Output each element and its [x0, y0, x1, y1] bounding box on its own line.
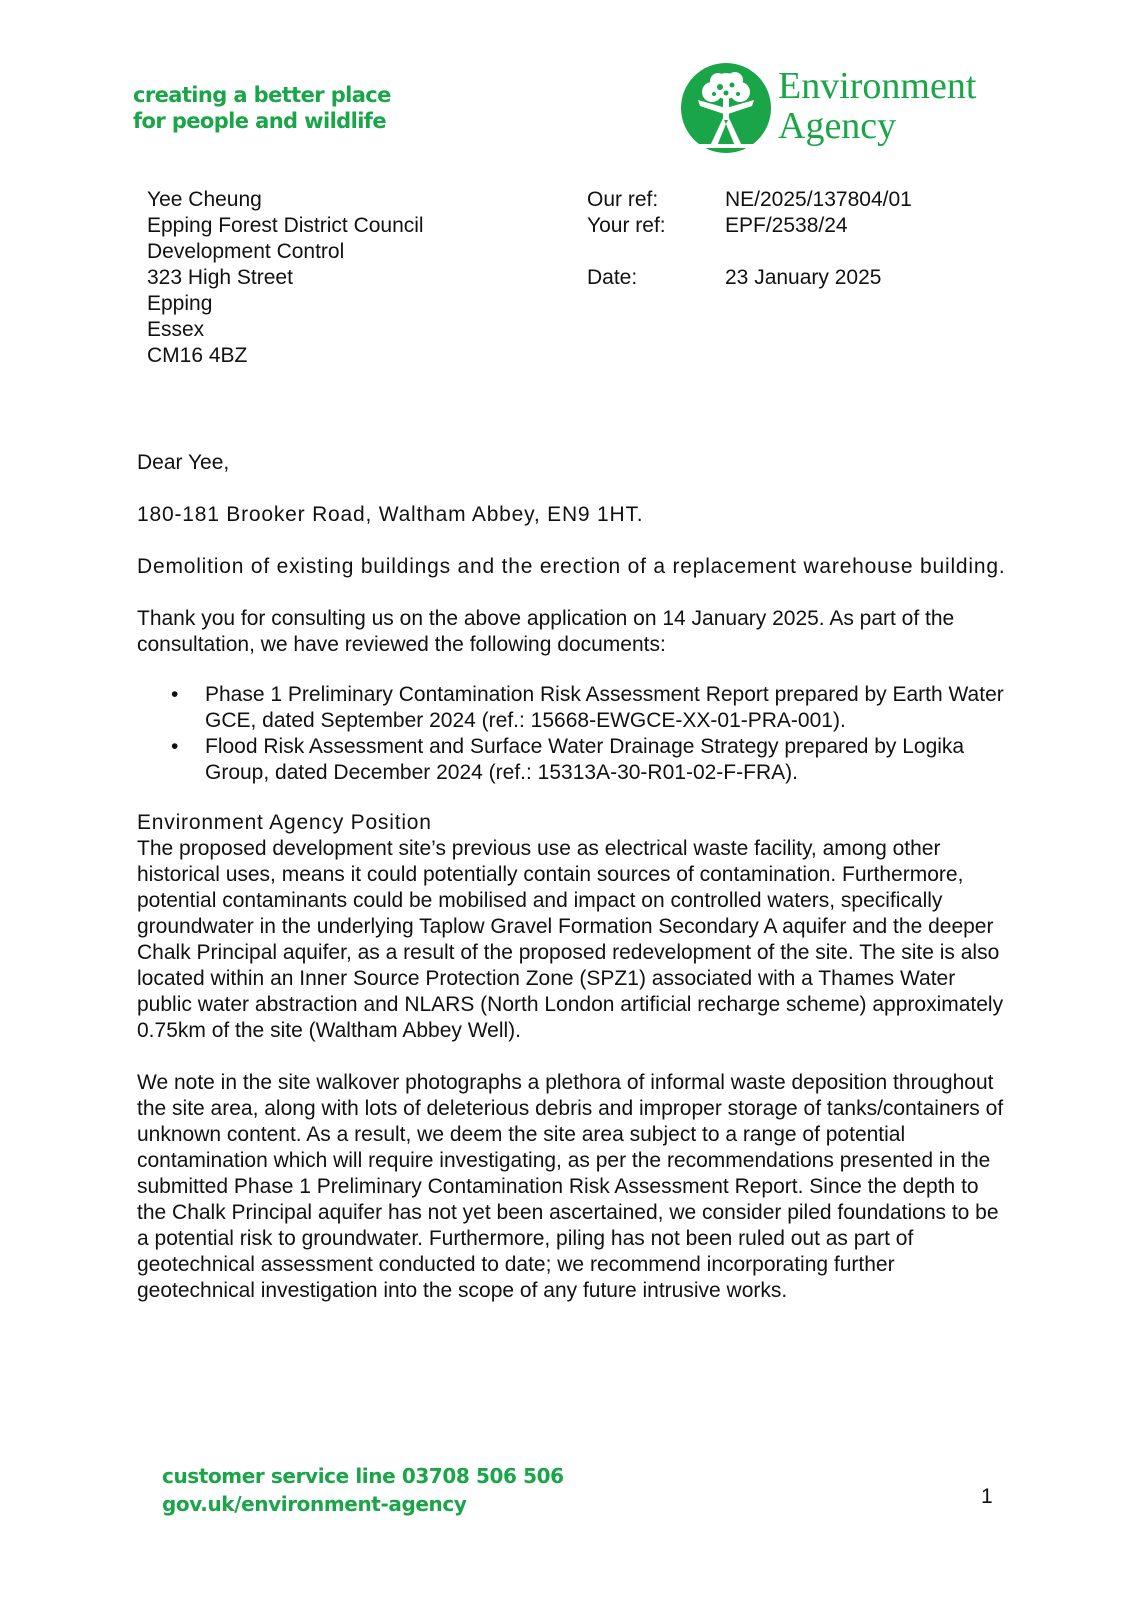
- reference-block: [587, 187, 912, 291]
- your-ref-row: [587, 213, 912, 239]
- logo-wordmark: [778, 66, 976, 146]
- reviewed-documents-list: [137, 682, 1007, 786]
- date-row: [587, 265, 912, 291]
- list-item: • Flood Risk Assessment and Surface Water Drainage Strategy prepared by Logika Group, dated December 2024 (ref.: 15313A-30-R01-02-F-FRA).: [205, 734, 1007, 786]
- logo-word-2: Agency: [778, 105, 897, 147]
- tagline-line-2: for people and wildlife: [133, 109, 386, 133]
- your-ref-label: Your ref:: [587, 214, 666, 237]
- intro-paragraph: Thank you for consulting us on the above application on 14 January 2025. As part of the consultation, we have reviewed the following documents:: [137, 607, 955, 656]
- recipient-name: Yee Cheung: [147, 188, 262, 211]
- tree-figure-logo-icon: [680, 60, 772, 156]
- site-address: 180-181 Brooker Road, Waltham Abbey, EN9 1HT.: [137, 503, 644, 526]
- proposal-description: Demolition of existing buildings and the erection of a replacement warehouse building.: [137, 555, 1006, 578]
- our-ref-label: Our ref:: [587, 188, 659, 211]
- our-ref-row: [587, 187, 912, 213]
- recipient-street: 323 High Street: [147, 266, 293, 289]
- salutation: Dear Yee,: [137, 451, 230, 474]
- position-heading: Environment Agency Position: [137, 811, 432, 834]
- our-ref-value: NE/2025/137804/01: [725, 188, 912, 211]
- recipient-town: Epping: [147, 292, 213, 315]
- environment-agency-logo: [680, 58, 1020, 158]
- tagline-line-1: creating a better place: [133, 83, 391, 107]
- customer-service-line: customer service line 03708 506 506: [162, 1464, 564, 1488]
- list-item: • Phase 1 Preliminary Contamination Risk Assessment Report prepared by Earth Water GCE, dated September 2024 (ref.: 15668-EWGCE-XX-01-PRA-001).: [205, 682, 1007, 734]
- date-label: Date:: [587, 266, 638, 289]
- footer-contact: [162, 1462, 564, 1518]
- recipient-address: [147, 187, 424, 369]
- position-paragraph-2: We note in the site walkover photographs a plethora of informal waste deposition throughout the site area, along with lots of deleterious debris and improper storage of tanks/containers of unknown content. As a result, we deem the site area subject to a range of potential contamination which will require investigating, as per the recommendations presented in the submitted Phase 1 Preliminary Contamination Risk Assessment Report. Since the depth to the Chalk Principal aquifer has not yet been ascertained, we consider piled foundations to be a potential risk to groundwater. Furthermore, piling has not been ruled out as part of geotechnical assessment conducted to date; we recommend incorporating further geotechnical investigation into the scope of any future intrusive works.: [137, 1071, 1004, 1302]
- page-number: 1: [981, 1485, 993, 1508]
- recipient-organisation: Epping Forest District Council: [147, 214, 424, 237]
- logo-word-1: Environment: [778, 65, 977, 107]
- position-paragraph-1: The proposed development site’s previous use as electrical waste facility, among other historical uses, means it could potentially contain sources of contamination. Furthermore, potential contaminants could be mobilised and impact on controlled waters, specifically groundwater in the underlying Taplow Gravel Formation Secondary A aquifer and the deeper Chalk Principal aquifer, as a result of the proposed redevelopment of the site. The site is also located within an Inner Source Protection Zone (SPZ1) associated with a Thames Water public water abstraction and NLARS (North London artificial recharge scheme) approximately 0.75km of the site (Waltham Abbey Well).: [137, 837, 1004, 1042]
- recipient-department: Development Control: [147, 240, 345, 263]
- recipient-postcode: CM16 4BZ: [147, 344, 248, 367]
- website-link[interactable]: gov.uk/environment-agency: [162, 1492, 467, 1516]
- letter-body: [137, 450, 1007, 1304]
- date-value: 23 January 2025: [725, 266, 882, 289]
- recipient-county: Essex: [147, 318, 205, 341]
- tagline: [133, 82, 391, 134]
- your-ref-value: EPF/2538/24: [725, 214, 848, 237]
